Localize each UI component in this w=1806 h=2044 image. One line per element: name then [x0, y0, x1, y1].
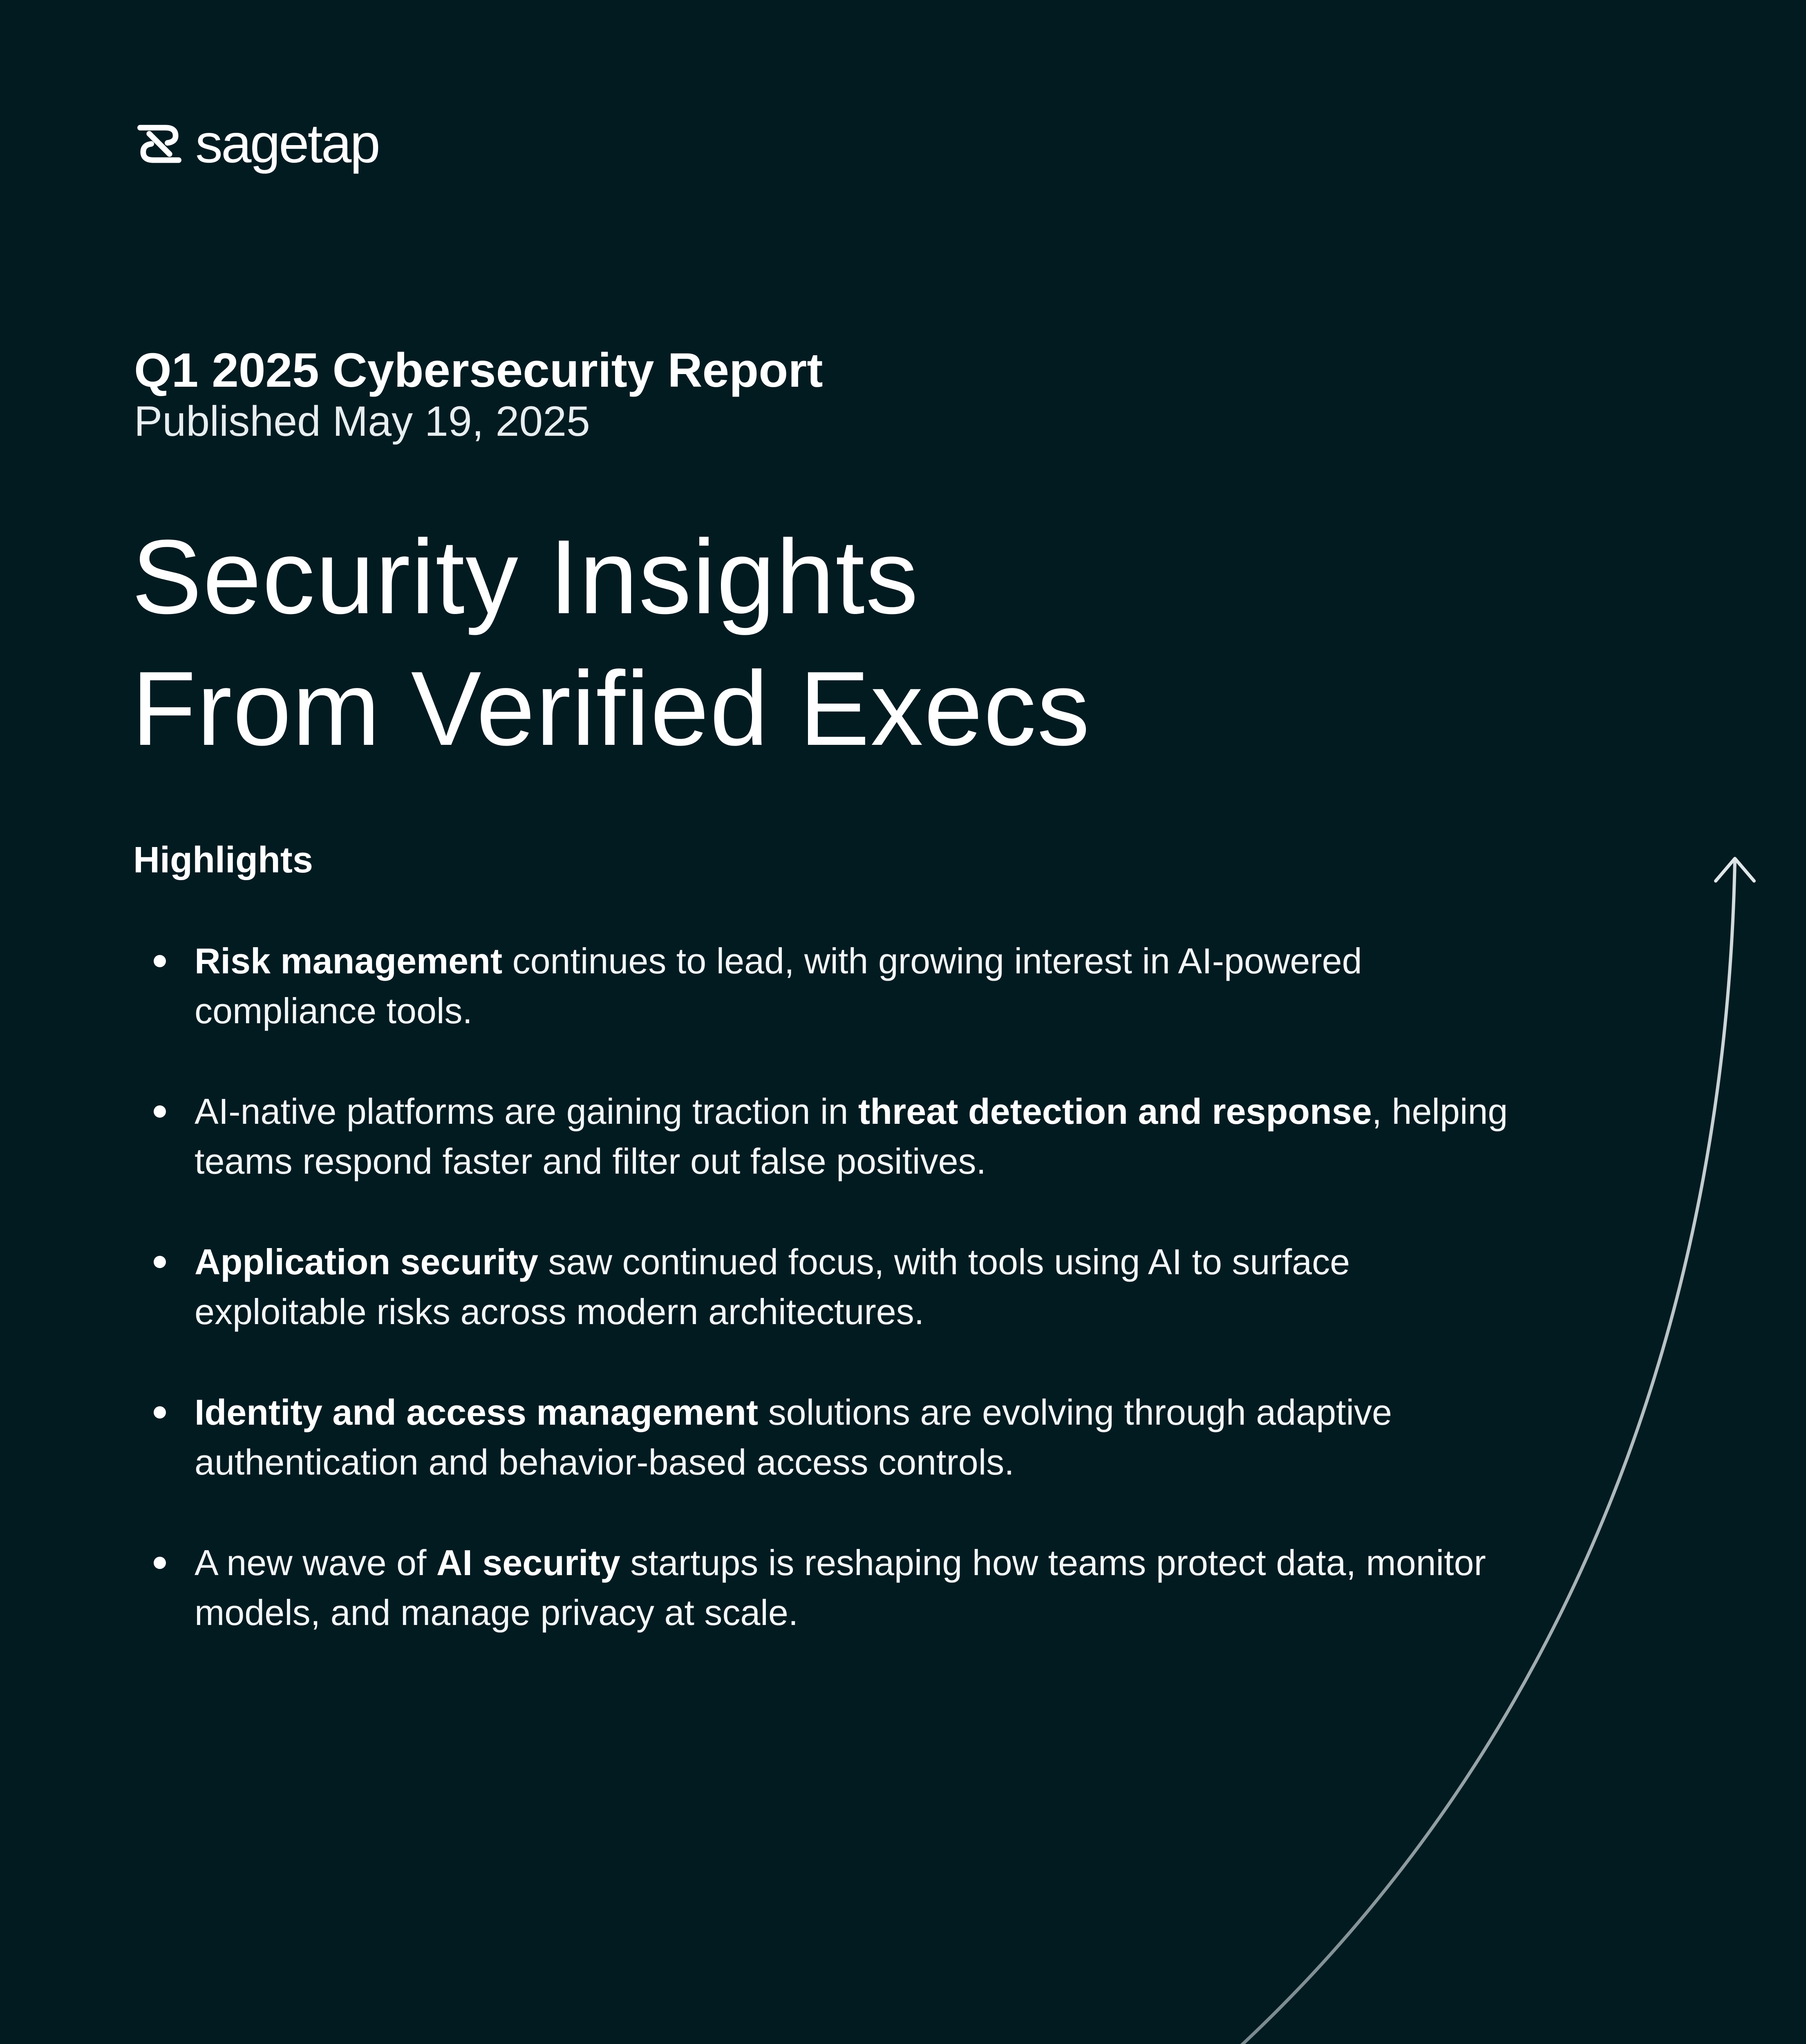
published-date: Published May 19, 2025 [134, 398, 590, 445]
growth-arrow-icon [1716, 858, 1754, 881]
list-item: Application security saw continued focus, with tools using AI to surface exploitable risks across modern architectures. [195, 1237, 1523, 1337]
highlights-heading: Highlights [133, 840, 313, 881]
brand-logo [134, 115, 379, 173]
list-item: AI-native platforms are gaining traction in threat detection and response, helping teams respond faster and filter out false positives. [195, 1087, 1523, 1186]
list-item: A new wave of AI security startups is reshaping how teams protect data, monitor models, and manage privacy at scale. [195, 1538, 1523, 1638]
highlights-list [195, 936, 1523, 1688]
headline [132, 511, 1090, 774]
brand-name: sagetap [195, 113, 379, 174]
headline-line-1: Security Insights [132, 518, 919, 636]
sagetap-logo-icon [134, 119, 185, 169]
headline-line-2: From Verified Execs [132, 649, 1091, 767]
list-item: Identity and access management solutions are evolving through adaptive authentication and behavior-based access controls. [195, 1387, 1523, 1487]
report-title: Q1 2025 Cybersecurity Report [134, 343, 823, 397]
list-item: Risk management continues to lead, with growing interest in AI-powered compliance tools. [195, 936, 1523, 1036]
